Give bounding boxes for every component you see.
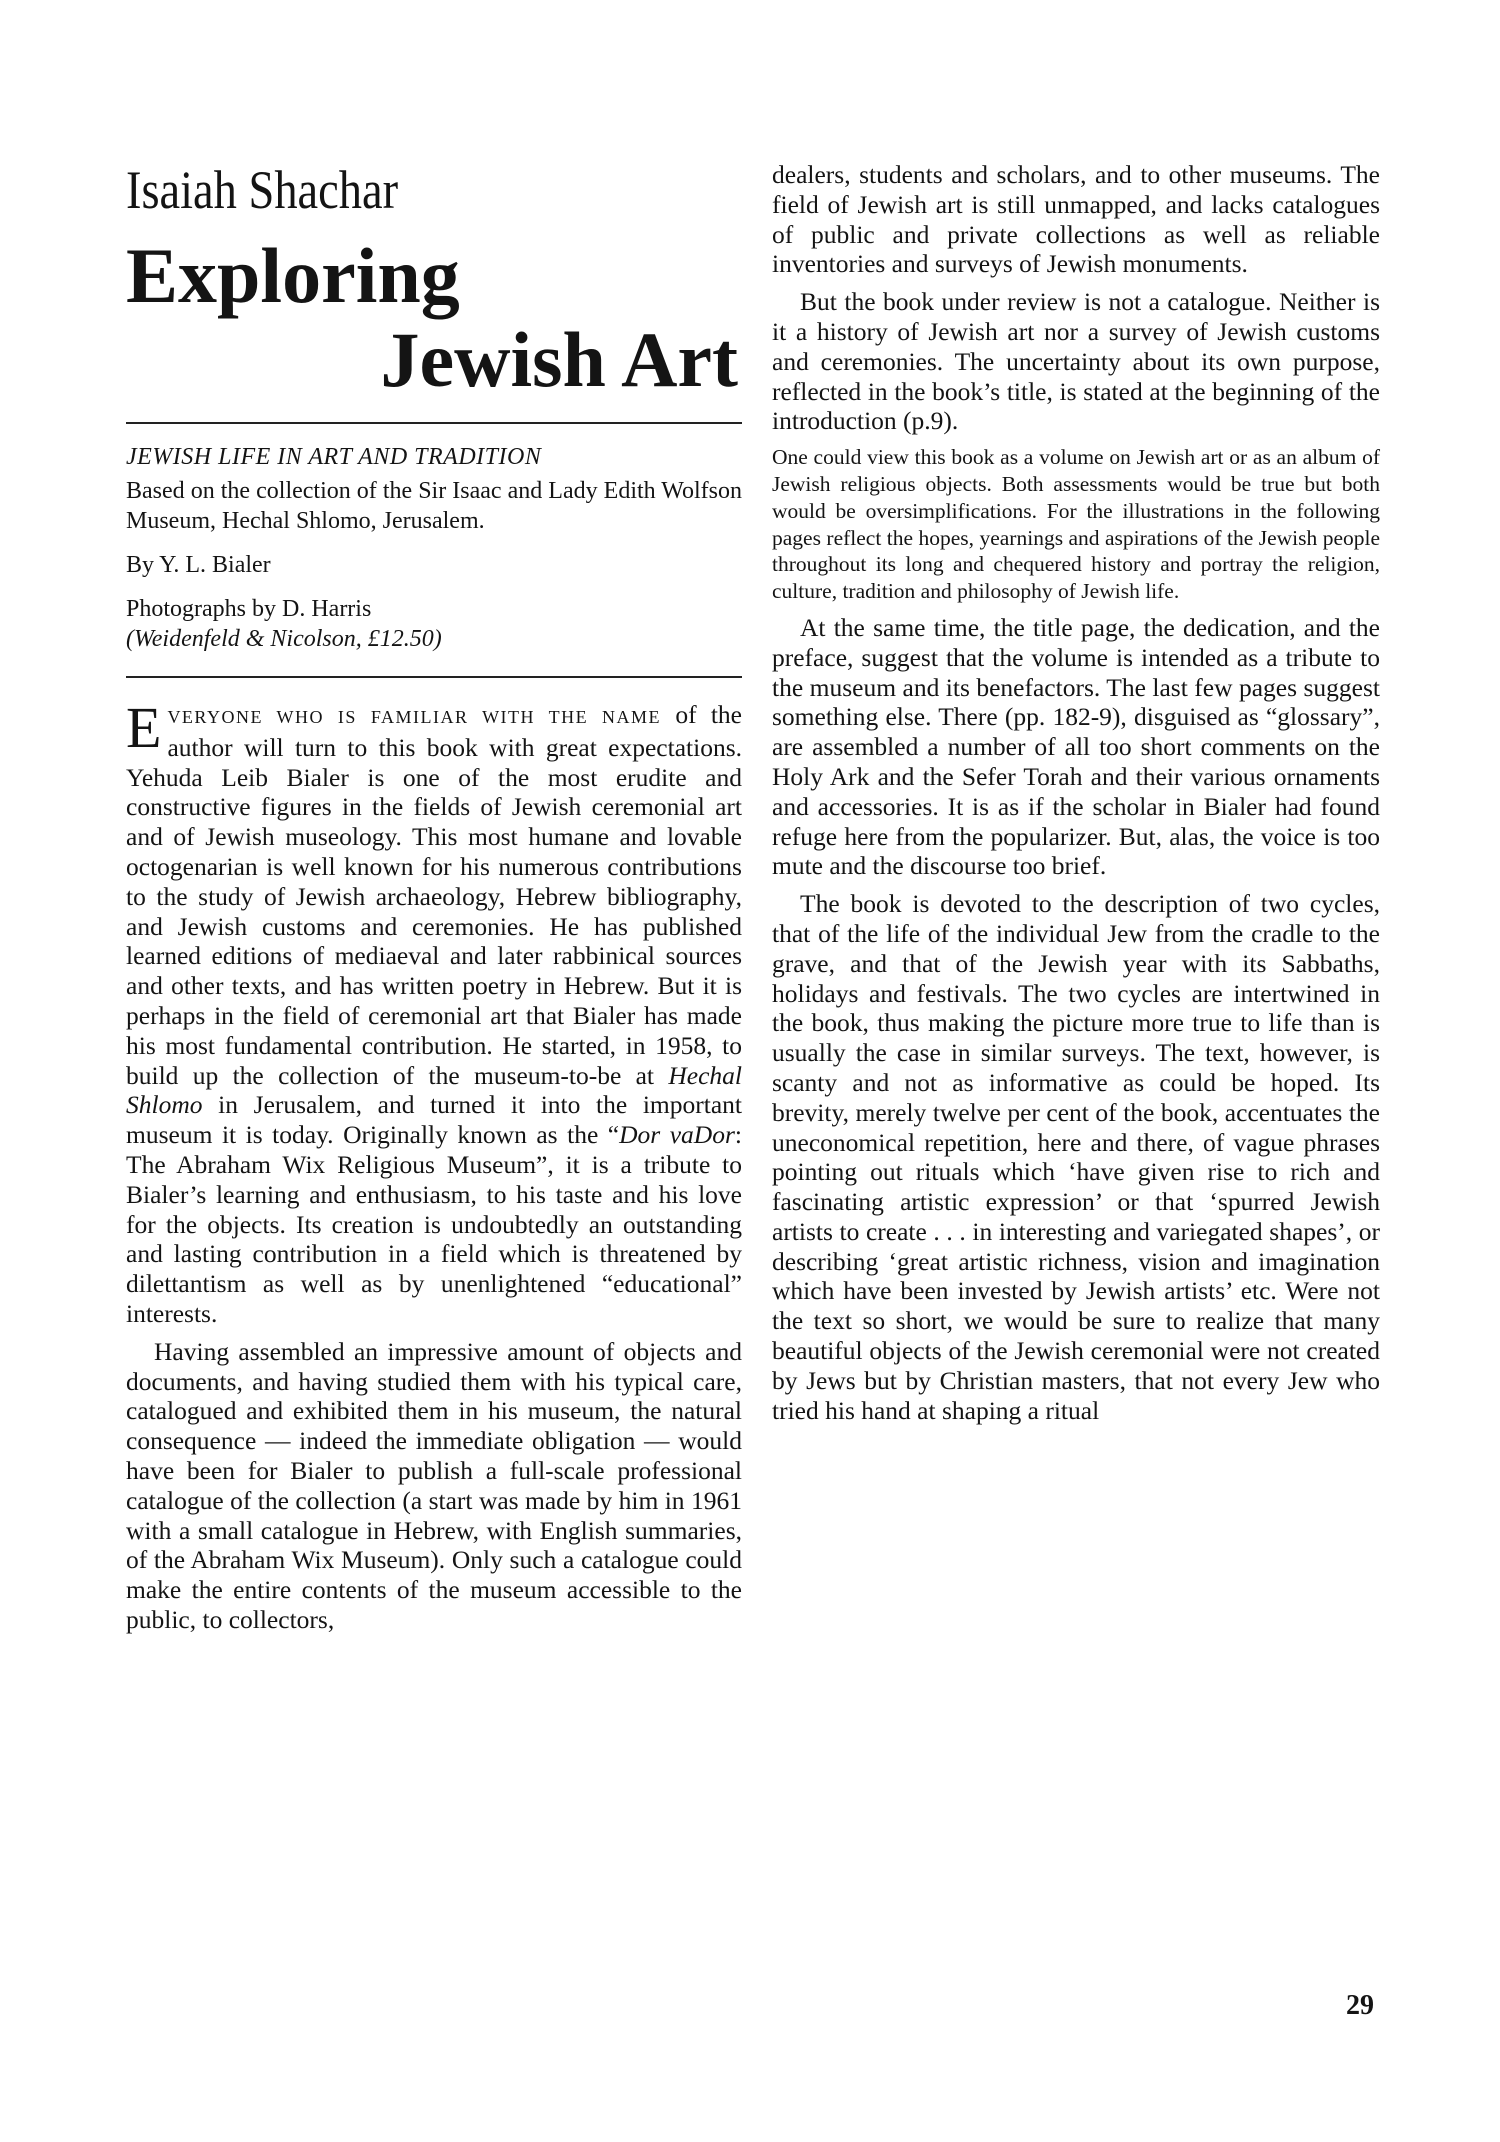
article-author: Isaiah Shachar — [126, 160, 399, 220]
opening-paragraph — [126, 695, 742, 1329]
paragraph-italic-text: Hechal Shlomo — [126, 1060, 742, 1120]
book-author: By Y. L. Bialer — [126, 552, 271, 578]
article-title-line-1: Exploring — [126, 232, 460, 319]
left-body-text — [126, 695, 742, 1635]
right-column — [772, 160, 1380, 1433]
book-publisher: (Weidenfeld & Nicolson, £12.50) — [126, 626, 442, 652]
page-number: 29 — [1346, 1990, 1374, 2021]
block-quote: One could view this book as a volume on Jewish art or as an album of Jewish religious objects. Both assessments would be true but both would be oversimplifications. For the illustrations in the following pages reflect the hopes, yearnings and aspirations of the Jewish people throughout its long and chequered history and portray the religion, culture, tradition and philosophy of Jewish life. — [772, 445, 1380, 604]
paragraph: At the same time, the title page, the dedication, and the preface, suggest that the volume is intended as a tribute to the museum and its benefactors. The last few pages suggest something else. There (pp. 182-9), disguised as “glossary”, are assembled a number of all too short comments on the Holy Ark and the Sefer Torah and their various ornaments and accessories. It is as if the scholar in Bialer had found refuge here from the popularizer. But, alas, the voice is too mute and the discourse too brief. — [772, 612, 1380, 881]
paragraph-text: of the author will turn to this book with great expectations. Yehuda Leib Bialer is one of the most erudite and constructive figures in the fields of Jewish ceremonial art and of Jewish museology. This most humane and lovable octogenarian is well known for his numerous contributions to the study of Jewish archaeology, Hebrew bibliography, and Jewish customs and ceremonies. He has published learned editions of mediaeval and later rabbinical sources and other texts, and has written poetry in Hebrew. But it is perhaps in the field of ceremonial art that Bialer has made his most fundamental contribution. He started, in 1958, to build up the collection of the museum-to-be at — [126, 700, 742, 1090]
paragraph-italic-text: Dor vaDor — [619, 1120, 735, 1150]
paragraph: The book is devoted to the description of two cycles, that of the life of the individual Jew from the cradle to the grave, and that of the Jewish year with its Sabbaths, holidays and festivals. The two cycles are intertwined in the book, thus making the picture more true to life than is usually the case in similar surveys. The text, however, is scanty and not as informative as could be hoped. Its brevity, merely twelve per cent of the book, accentuates the uneconomical repetition, here and there, of vague phrases pointing out rituals which ‘have given rise to rich and fascinating artistic expression’ or that ‘spurred Jewish artists to create . . . in interesting and variegated shapes’, or describing ‘great artistic richness, vision and imagination which have been invested by Jewish artists’ etc. Were not the text so short, we would be sure to realize that many beautiful objects of the Jewish ceremonial were not created by Jews but by Christian masters, that not every Jew who tried his hand at shaping a ritual — [772, 889, 1380, 1425]
book-details — [126, 442, 742, 654]
book-photographs: Photographs by D. Harris — [126, 596, 372, 622]
paragraph: Having assembled an impressive amount of objects and documents, and having studied them with his typical care, catalogued and exhibited them in his museum, the natural consequence — indeed the immediate obligation — would have been for Bialer to publish a full-scale professional catalogue of the collection (a start was made by him in 1961 with a small catalogue in Hebrew, with English summaries, of the Abraham Wix Museum). Only such a catalogue could make the entire contents of the museum accessible to the public, to collectors, — [126, 1336, 742, 1634]
drop-cap: E — [126, 695, 162, 760]
book-title: JEWISH LIFE IN ART AND TRADITION — [126, 444, 542, 470]
article-title-line-2: Jewish Art — [380, 316, 738, 403]
top-divider — [126, 422, 742, 424]
paragraph: But the book under review is not a catalogue. Neither is it a history of Jewish art nor a survey of Jewish customs and ceremonies. The uncertainty about its own purpose, reflected in the book’s title, is stated at the beginning of the introduction (p.9). — [772, 287, 1380, 436]
bottom-divider — [126, 676, 742, 678]
opening-smallcaps: VERYONE WHO IS FAMILIAR WITH THE NAME — [167, 707, 662, 727]
left-column — [126, 160, 742, 1643]
book-description: Based on the collection of the Sir Isaac and Lady Edith Wolfson Museum, Hechal Shlomo, Jerusalem. — [126, 478, 742, 534]
paragraph-text: in Jerusalem, and turned it into the important museum it is today. Originally known as the “ — [126, 1090, 742, 1150]
paragraph-text: : The Abraham Wix Religious Museum”, it is a tribute to Bialer’s learning and enthusiasm, to his taste and his love for the objects. Its creation is undoubtedly an outstanding and lasting contribution in a field which is threatened by dilettantism as well as by unenlightened “educational” interests. — [126, 1120, 742, 1328]
paragraph: dealers, students and scholars, and to other museums. The field of Jewish art is still unmapped, and lacks catalogues of public and private collections as well as reliable inventories and surveys of Jewish monuments. — [772, 160, 1380, 279]
